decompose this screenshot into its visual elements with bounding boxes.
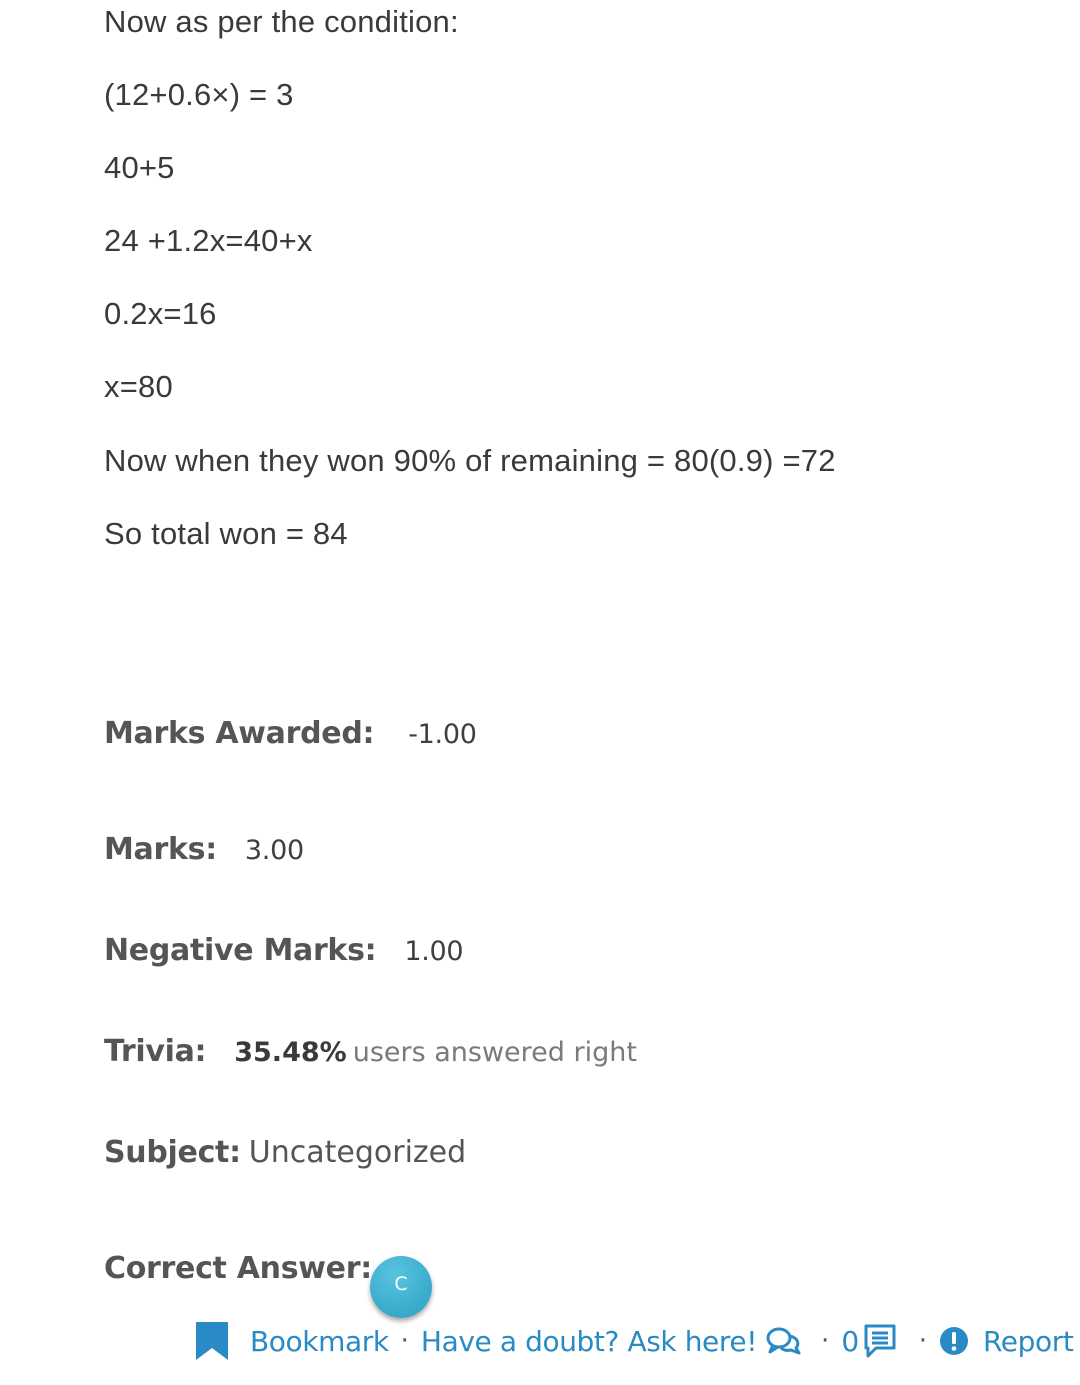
trivia-percent: 35.48% — [234, 1037, 347, 1068]
subject-label: Subject: — [104, 1135, 241, 1170]
negative-marks-value: 1.00 — [404, 936, 464, 967]
trivia-label: Trivia: — [104, 1034, 207, 1069]
solution-line-5: 0.2x=16 — [104, 296, 217, 331]
subject-value: Uncategorized — [248, 1135, 467, 1170]
subject-row — [104, 1135, 466, 1170]
solution-line-8: So total won = 84 — [104, 516, 348, 551]
solution-line-2: (12+0.6×) = 3 — [104, 77, 294, 112]
ask-doubt-link[interactable]: Have a doubt? Ask here! — [420, 1324, 758, 1358]
trivia-row — [104, 1034, 637, 1069]
separator-dot: · — [918, 1326, 927, 1356]
marks-row — [104, 832, 304, 867]
negative-marks-row — [104, 933, 463, 968]
correct-answer-row — [104, 1251, 372, 1286]
report-link[interactable]: Report — [983, 1324, 1074, 1358]
action-bar — [194, 1318, 1073, 1364]
separator-dot: · — [821, 1326, 830, 1356]
solution-line-1: Now as per the condition: — [104, 4, 459, 39]
correct-answer-badge: C — [370, 1256, 432, 1318]
trivia-text: users answered right — [352, 1037, 637, 1068]
comment-icon[interactable] — [863, 1323, 897, 1359]
marks-awarded-row — [104, 716, 477, 751]
separator-dot: · — [400, 1326, 409, 1356]
marks-awarded-value: -1.00 — [408, 719, 477, 750]
solution-line-4: 24 +1.2x=40+x — [104, 223, 313, 258]
marks-value: 3.00 — [244, 835, 304, 866]
chat-bubbles-icon[interactable] — [765, 1326, 801, 1356]
negative-marks-label: Negative Marks: — [104, 933, 377, 968]
alert-icon[interactable] — [939, 1326, 969, 1356]
bookmark-link[interactable]: Bookmark — [250, 1324, 389, 1358]
marks-awarded-label: Marks Awarded: — [104, 716, 375, 751]
marks-label: Marks: — [104, 832, 217, 867]
solution-line-6: x=80 — [104, 369, 173, 404]
comment-count[interactable]: 0 — [841, 1324, 859, 1358]
correct-answer-label: Correct Answer: — [104, 1251, 372, 1286]
solution-line-7: Now when they won 90% of remaining = 80(0.9) =72 — [104, 443, 836, 478]
solution-line-3: 40+5 — [104, 150, 175, 185]
bookmark-icon[interactable] — [194, 1320, 230, 1362]
